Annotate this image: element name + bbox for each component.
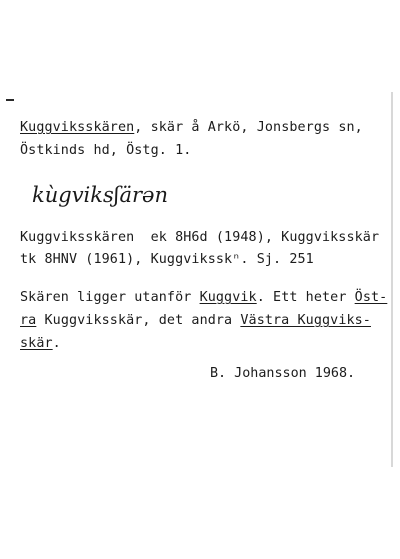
entry-line-2: Östkinds hd, Östg. 1.	[20, 143, 192, 158]
ref-ostra-cont: ra	[20, 313, 37, 328]
entry-location: , skär å Arkö, Jonsbergs sn,	[134, 120, 363, 135]
entry-line-1	[20, 120, 363, 136]
entry-line-4	[20, 252, 314, 268]
headword: Kuggviksskären	[20, 120, 135, 135]
handwritten-text: kùgviksʃärən	[32, 183, 168, 207]
signature: B. Johansson 1968.	[210, 366, 356, 381]
handwritten-pronunciation	[28, 178, 188, 216]
paragraph-line-2	[20, 313, 371, 329]
paragraph-line-3	[20, 336, 61, 352]
source-reference: . Sj. 251	[240, 252, 314, 267]
text-segment: . Ett heter	[256, 290, 355, 305]
map-reference: tk 8HNV (1961), Kuggviksskⁿ	[20, 252, 241, 267]
text-segment: Kuggviksskär, det andra	[36, 313, 241, 328]
ref-vastra-cont: skär	[20, 336, 53, 351]
edge-mark	[6, 99, 14, 101]
text-segment: .	[52, 336, 61, 351]
card-edge	[391, 92, 393, 467]
text-segment: Skären ligger utanför	[20, 290, 200, 305]
ref-ostra: Öst-	[354, 290, 388, 305]
entry-line-3: Kuggviksskären ek 8H6d (1948), Kuggviksskär	[20, 230, 380, 245]
ref-vastra: Västra Kuggviks-	[240, 313, 371, 328]
paragraph-line-1	[20, 290, 387, 306]
ref-kuggvik: Kuggvik	[199, 290, 257, 305]
